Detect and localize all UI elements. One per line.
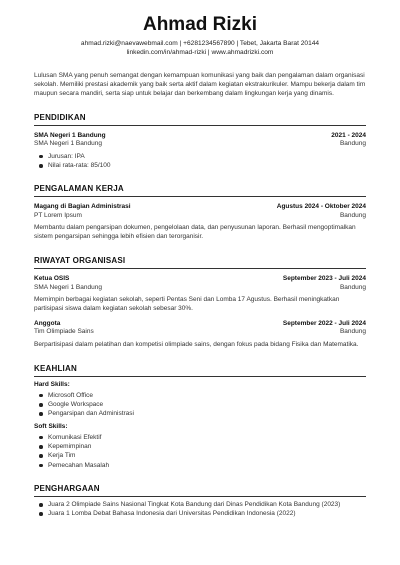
- education-school-sub: SMA Negeri 1 Bandung: [34, 140, 102, 148]
- education-school: SMA Negeri 1 Bandung: [34, 131, 106, 139]
- bullet-icon: [39, 445, 43, 449]
- list-item: Pengarsipan dan Administrasi: [39, 409, 366, 418]
- organization-role: Ketua OSIS: [34, 275, 70, 283]
- organization-dates: September 2023 - Juli 2024: [282, 275, 366, 283]
- experience-company: PT Lorem Ipsum: [34, 211, 82, 219]
- experience-entry: [34, 203, 366, 242]
- organization-description: Memimpin berbagai kegiatan sekolah, seperti Pentas Seni dan Lomba 17 Agustus. Berhasil meningkatkan partisipasi siswa dalam kegiatan sekolah sebesar 30%.: [34, 296, 340, 313]
- soft-skills-label: Soft Skills:: [34, 422, 68, 430]
- section-title-awards: PENGHARGAAN: [34, 484, 366, 497]
- organization-location: Bandung: [339, 283, 366, 291]
- contact-line-1: ahmad.rizki@naevawebmail.com | +6281234567890 | Tebet, Jakarta Barat 20144: [80, 40, 320, 47]
- bullet-icon: [39, 155, 43, 159]
- section-title-experience: PENGALAMAN KERJA: [34, 184, 366, 197]
- education-dates: 2021 - 2024: [331, 131, 366, 139]
- resume-name: Ahmad Rizki: [142, 14, 258, 35]
- bullet-icon: [39, 454, 43, 458]
- organization-description: Berpartisipasi dalam pelatihan dan kompetisi olimpiade sains, dengan fokus pada bidang Fisika dan Matematika.: [34, 340, 359, 348]
- list-item: Google Workspace: [39, 400, 366, 409]
- list-item: Microsoft Office: [39, 391, 366, 400]
- bullet-icon: [39, 464, 43, 468]
- soft-skills-list: [34, 433, 366, 470]
- hard-skills-label: Hard Skills:: [34, 380, 70, 388]
- section-title-skills: KEAHLIAN: [34, 364, 366, 377]
- list-item: Kepemimpinan: [39, 442, 366, 451]
- organization-role: Anggota: [34, 319, 61, 327]
- organization-name: SMA Negeri 1 Bandung: [34, 283, 102, 291]
- bullet-icon: [39, 403, 43, 407]
- list-item: Jurusan: IPA: [39, 152, 366, 161]
- bullet-icon: [39, 164, 43, 168]
- experience-description: Membantu dalam pengarsipan dokumen, pengelolaan data, dan penyusunan laporan. Berhasil mengoptimalkan sistem pengarsipan sehingga lebih efisien dan terorganisir.: [34, 224, 356, 241]
- list-item: Juara 1 Lomba Debat Bahasa Indonesia dari Universitas Pendidikan Indonesia (2022): [39, 509, 366, 518]
- contact-line-2: linkedin.com/in/ahmad-rizki | www.ahmadrizki.com: [126, 49, 274, 56]
- bullet-icon: [39, 503, 43, 507]
- experience-location: Bandung: [339, 211, 366, 219]
- organization-entry: [34, 275, 366, 314]
- experience-role: Magang di Bagian Administrasi: [34, 203, 131, 211]
- section-title-organization: RIWAYAT ORGANISASI: [34, 256, 366, 269]
- education-entry: [34, 132, 366, 171]
- organization-dates: September 2022 - Juli 2024: [282, 319, 366, 327]
- bullet-icon: [39, 412, 43, 416]
- bullet-icon: [39, 436, 43, 440]
- experience-dates: Agustus 2024 - Oktober 2024: [276, 203, 366, 211]
- summary-text: Lulusan SMA yang penuh semangat dengan kemampuan komunikasi yang baik dan pengalaman dalam organisasi sekolah. Memiliki prestasi akademik yang baik serta aktif dalam kegiatan ekstrakurikuler. Mampu bekerja dalam tim maupun secara mandiri, serta siap untuk belajar dan berkembang dalam lingkungan kerja yang dinamis.: [34, 72, 366, 97]
- list-item: Kerja Tim: [39, 451, 366, 460]
- education-location: Bandung: [339, 140, 366, 148]
- contact-info: [34, 39, 366, 57]
- list-item: Juara 2 Olimpiade Sains Nasional Tingkat Kota Bandung dari Dinas Pendidikan Kota Bandung (2023): [39, 500, 366, 509]
- list-item: Nilai rata-rata: 85/100: [39, 161, 366, 170]
- organization-location: Bandung: [339, 328, 366, 336]
- section-title-education: PENDIDIKAN: [34, 113, 366, 126]
- organization-entry: [34, 320, 366, 350]
- organization-name: Tim Olimpiade Sains: [34, 328, 94, 336]
- list-item: Komunikasi Efektif: [39, 433, 366, 442]
- hard-skills-list: [34, 391, 366, 419]
- bullet-icon: [39, 394, 43, 398]
- education-bullets: [34, 152, 366, 171]
- bullet-icon: [39, 512, 43, 516]
- list-item: Pemecahan Masalah: [39, 461, 366, 470]
- awards-list: [34, 500, 366, 519]
